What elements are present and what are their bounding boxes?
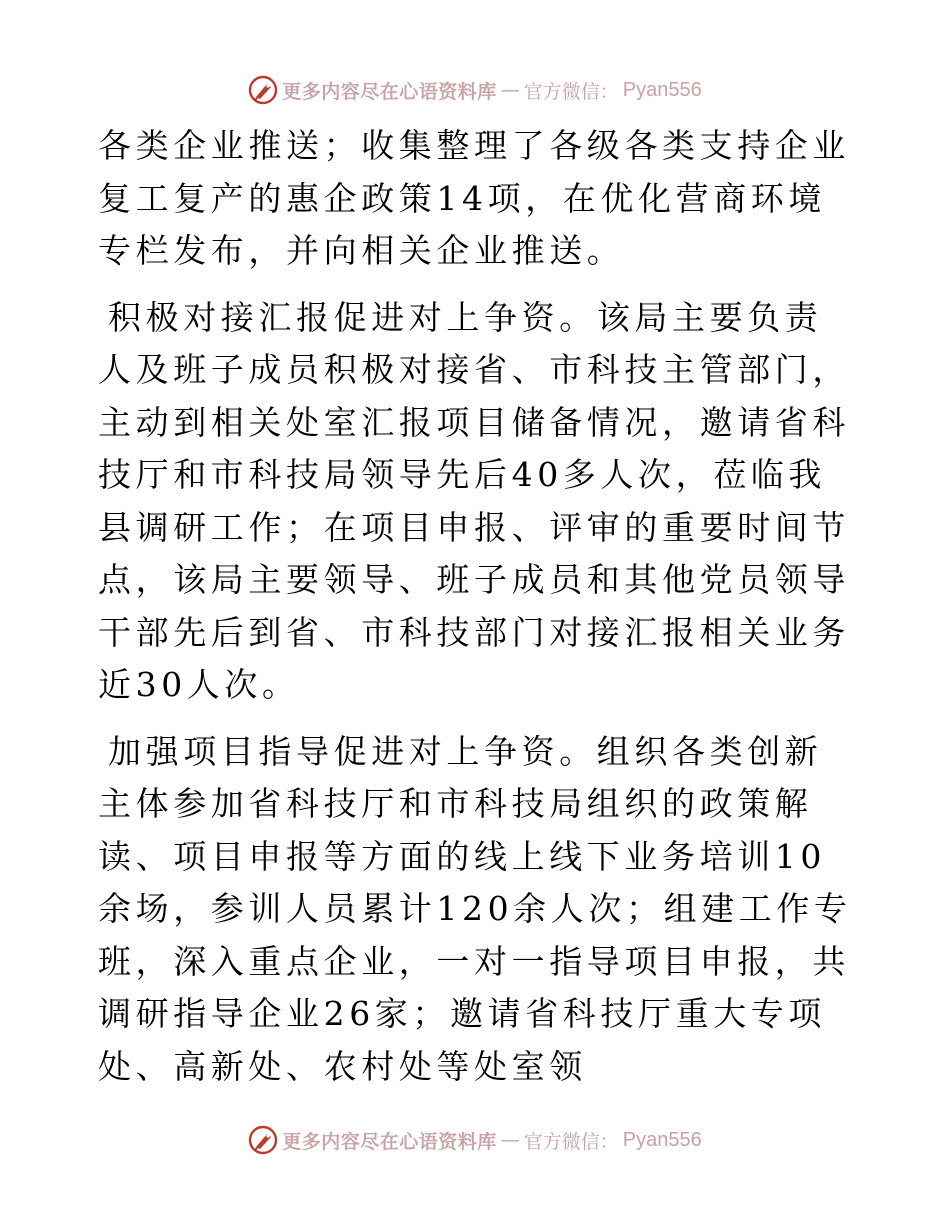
footer-watermark	[0, 1123, 950, 1157]
watermark-brand: 更多内容尽在心语资料库	[282, 80, 497, 103]
paragraph-continued: 各类企业推送；收集整理了各级各类支持企业复工复产的惠企政策14项，在优化营商环境专栏发布，并向相关企业推送。	[98, 126, 850, 270]
watermark-separator: —	[500, 1129, 520, 1151]
pen-nib-logo-icon	[248, 1125, 278, 1155]
header-watermark	[0, 73, 950, 107]
paragraph-report: 积极对接汇报促进对上争资。该局主要负责人及班子成员积极对接省、市科技主管部门，主动到相关处室汇报项目储备情况，邀请省科技厅和市科技局领导先后40多人次，莅临我县调研工作；在项目申报、评审的重要时间节点，该局主要领导、班子成员和其他党员领导干部先后到省、市科技部门对接汇报相关业务近30人次。	[98, 297, 850, 704]
watermark-wechat-id: Pyan556	[622, 1128, 702, 1151]
paragraph-guidance: 加强项目指导促进对上争资。组织各类创新主体参加省科技厅和市科技局组织的政策解读、项目申报等方面的线上线下业务培训10余场，参训人员累计120余人次；组建工作专班，深入重点企业，一对一指导项目申报，共调研指导企业26家；邀请省科技厅重大专项处、高新处、农村处等处室领	[98, 731, 852, 1086]
watermark-wechat-label: 官方微信：	[523, 80, 619, 103]
pen-nib-logo-icon	[248, 75, 278, 105]
watermark-brand: 更多内容尽在心语资料库	[282, 1130, 497, 1153]
watermark-wechat-id: Pyan556	[622, 78, 702, 101]
document-body	[98, 120, 858, 1093]
watermark-separator: —	[500, 79, 520, 101]
watermark-wechat-label: 官方微信：	[523, 1130, 619, 1153]
